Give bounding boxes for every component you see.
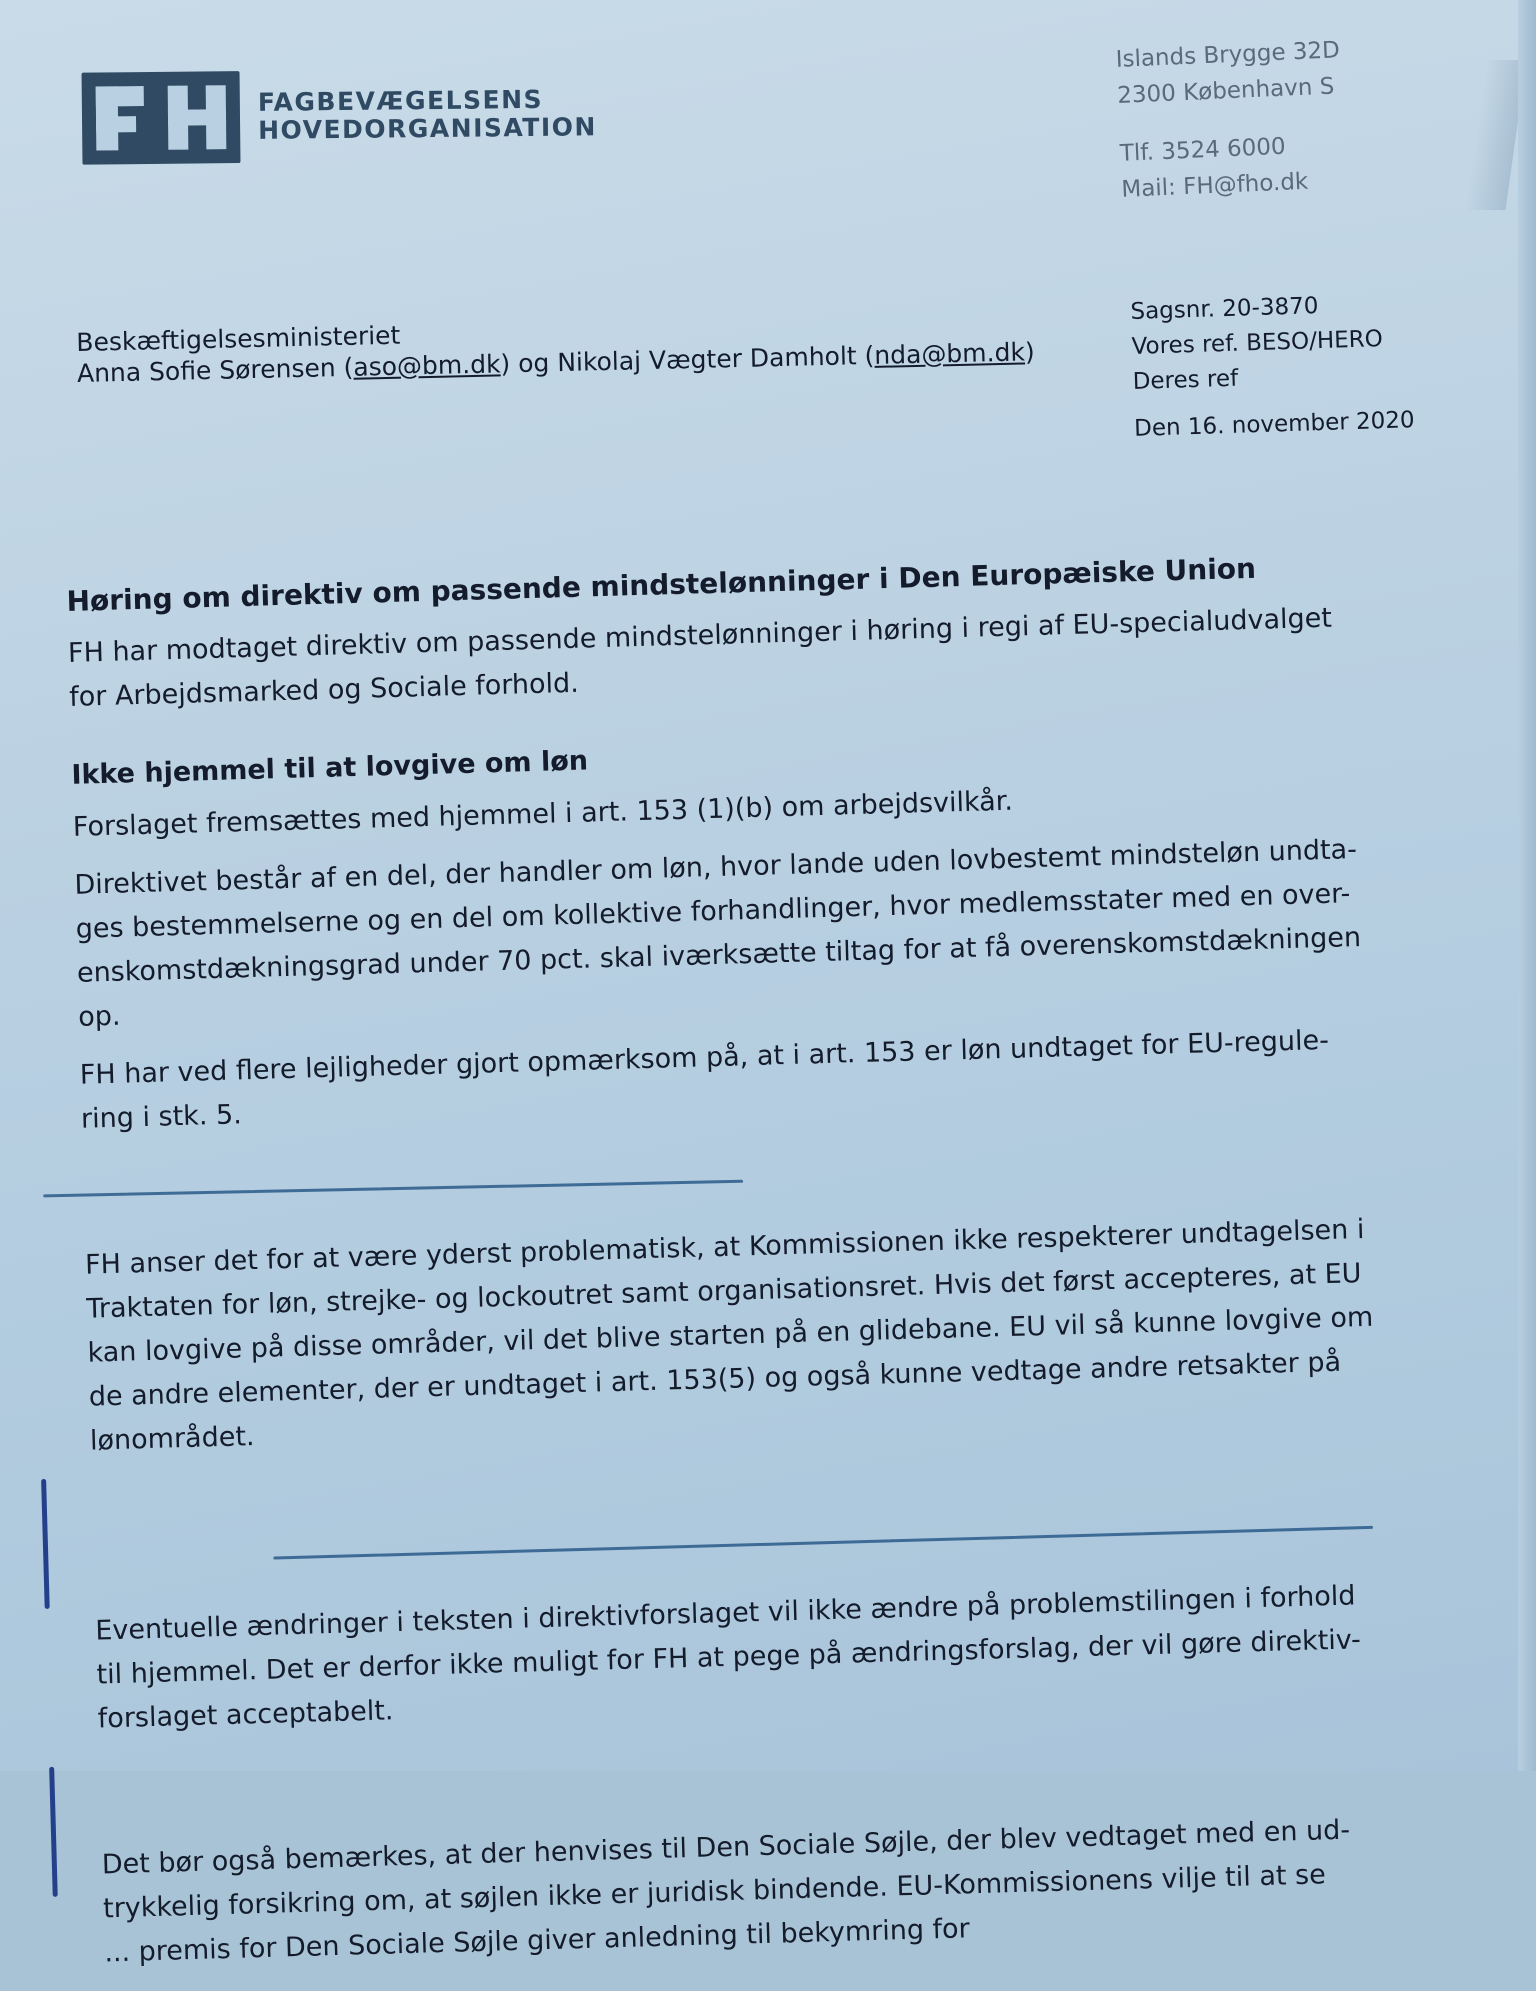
- paragraph-social-pillar: [99, 1719, 1425, 1976]
- org-name-line1: FAGBEVÆGELSENS: [257, 84, 544, 117]
- org-name-line2: HOVEDORGANISATION: [257, 112, 598, 145]
- case-number: Sagsnr. 20-3870: [1130, 293, 1319, 325]
- pen-underline: [43, 1180, 743, 1198]
- organization-name: [258, 85, 597, 145]
- reference-block: [1130, 286, 1415, 447]
- paragraph-legal-basis: Forslaget fremsættes med hjemmel i art. 153 (1)(b) om arbejdsvilkår.: [72, 785, 1014, 843]
- sender-phone: Tlf. 3524 6000: [1119, 133, 1287, 167]
- paragraph-problematic: [82, 1119, 1410, 1464]
- paragraph-social-pillar-text: Det bør også bemærkes, at der henvises til Den Sociale Søjle, der blev vedtaget med en ud- trykkelig forsikring om, at søjlen ikke er juridisk bindende. EU-Kommissionens vilje til at se ... premis for Den Sociale Søjle giver anledning til bekymring for: [101, 1814, 1351, 1969]
- recipient-organization: Beskæftigelsesministeriet: [76, 320, 401, 357]
- sender-address-block: [1115, 32, 1346, 208]
- paragraph-article-153: FH har ved flere lejligheder gjort opmærksom på, at i art. 153 er løn undtaget for EU-regule- ring i stk. 5.: [79, 1024, 1330, 1135]
- recipient-connector: og: [517, 348, 550, 378]
- pen-margin-mark: [49, 1767, 58, 1897]
- section-heading: Ikke hjemmel til at lovgive om løn: [71, 745, 589, 791]
- sender-mail: Mail: FH@fho.dk: [1120, 168, 1309, 203]
- recipient-person2-name: Nikolaj Vægter Damholt: [556, 341, 857, 378]
- letter-body: [66, 543, 1425, 1989]
- paragraph-directive-content: Direktivet består af en del, der handler om løn, hvor lande uden lovbestemt mindsteløn undta- ges bestemmelserne og en del om kollektive forhandlinger, hvor medlemsstater med en over- enskomstdækningsgrad under 70 pct. skal iværksætte tiltag for at få overenskomstdækningen op.: [74, 834, 1362, 1033]
- letter-date: Den 16. november 2020: [1133, 407, 1415, 442]
- letterhead-logo: [82, 67, 598, 164]
- paragraph-amendments: [91, 1441, 1418, 1742]
- paragraph-problematic-text: FH anser det for at være yderst problematisk, at Kommissionen ikke respekterer undtagelsen i Traktaten for løn, strejke- og lockoutret samt organisationsret. Hvis det først accepteres, at EU kan lovgive på disse områder, vil det blive starten på en glidebane. EU vil så kunne lovgive om de andre elementer, der er undtaget i art. 153(5) og også kunne vedtage andre retsakter på lønområdet.: [84, 1214, 1374, 1457]
- recipient-person1-email-link[interactable]: aso@bm.dk: [353, 349, 501, 382]
- your-reference: Deres ref: [1132, 365, 1239, 395]
- our-reference: Vores ref. BESO/HERO: [1131, 326, 1384, 360]
- recipient-person2-email-link[interactable]: nda@bm.dk: [874, 337, 1026, 370]
- sender-city: 2300 København S: [1116, 73, 1335, 109]
- intro-paragraph: FH har modtaget direktiv om passende mindstelønninger i høring i regi af EU-specialudvalget for Arbejdsmarked og Sociale forhold.: [67, 602, 1333, 713]
- pen-underline: [273, 1526, 1373, 1560]
- paper-edge: [1518, 0, 1536, 1771]
- recipient-persons: Anna Sofie Sørensen (aso@bm.dk) og Nikolaj Vægter Damholt (nda@bm.dk): [76, 337, 1035, 388]
- paragraph-amendments-text: Eventuelle ændringer i teksten i direktivforslaget vil ikke ændre på problemstilingen i forhold til hjemmel. Det er derfor ikke muligt for FH at pege på ændringsforslag, der vil gøre direktiv- forslaget acceptabelt.: [94, 1580, 1362, 1735]
- letter-title: Høring om direktiv om passende mindstelønninger i Den Europæiske Union: [66, 551, 1257, 618]
- sender-street: Islands Brygge 32D: [1115, 37, 1341, 73]
- fh-logo-mark-icon: [82, 71, 241, 165]
- recipient-person1-name: Anna Sofie Sørensen: [76, 353, 336, 388]
